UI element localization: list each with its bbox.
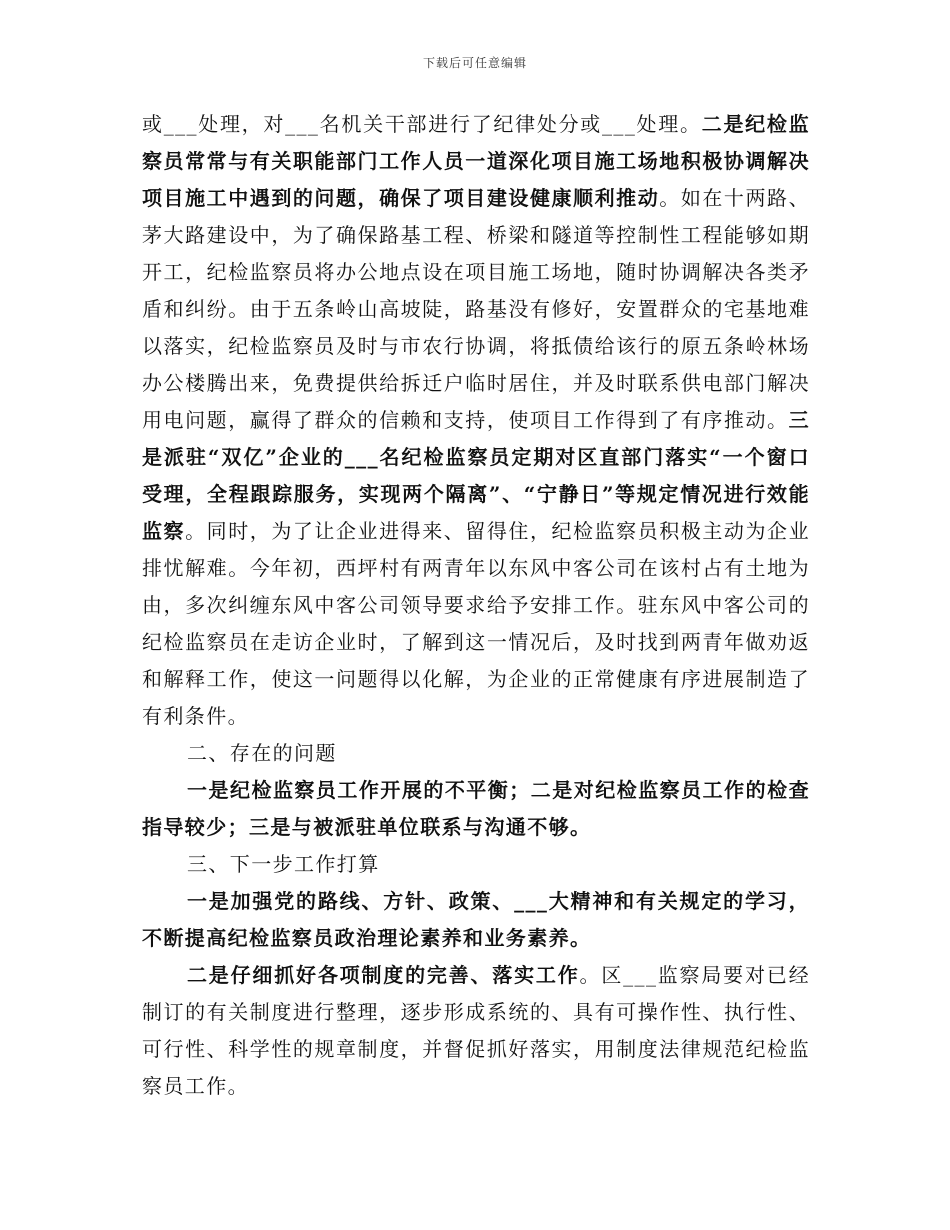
bold-segment: 一是纪检监察员工作开展的不平衡；二是对纪检监察员工作的检查指导较少；三是与被派驻单位联系与沟通不够。 (142, 778, 810, 839)
paragraph-1 (142, 106, 810, 735)
text-segment: 。同时，为了让企业进得来、留得住，纪检监察员积极主动为企业排忧解难。今年初，西坪村有两青年以东风中客公司在该村占有土地为由，多次纠缠东风中客公司领导要求给予安排工作。驻东风中客公司的纪检监察员在走访企业时，了解到这一情况后，及时找到两青年做劝返和解释工作，使这一问题得以化解，为企业的正常健康有序进展制造了有利条件。 (142, 519, 810, 728)
text-segment: 。如在十两路、茅大路建设中，为了确保路基工程、桥梁和隧道等控制性工程能够如期开工，纪检监察员将办公地点设在项目施工场地，随时协调解决各类矛盾和纠纷。由于五条岭山高坡陡，路基没有修好，安置群众的宅基地难以落实，纪检监察员及时与市农行协调，将抵债给该行的原五条岭林场办公楼腾出来，免费提供给拆迁户临时居住，并及时联系供电部门解决用电问题，赢得了群众的信赖和支持，使项目工作得到了有序推动。 (142, 186, 810, 432)
header-note: 下载后可任意编辑 (422, 56, 527, 70)
paragraph-problems (142, 772, 810, 846)
bold-segment: 二是纪检监察员常常与有关职能部门工作人员一道深化项目施工场地积极协调解决项目施工中遇到的问题，确保了项目建设健康顺利推动 (142, 112, 811, 210)
document-body (142, 106, 810, 1105)
bold-segment: 二是仔细抓好各项制度的完善、落实工作 (187, 963, 580, 987)
bold-segment: 三是派驻“双亿”企业的___名纪检监察员定期对区直部门落实“一个窗口受理，全程跟踪服务，实现两个隔离”、“宁静日”等规定情况进行效能监察 (142, 408, 810, 543)
paragraph-next-step-2 (142, 957, 810, 1105)
heading-text: 三、下一步工作打算 (187, 852, 380, 876)
section-heading-problems (142, 735, 810, 772)
paragraph-next-step-1 (142, 883, 810, 957)
heading-text: 二、存在的问题 (187, 741, 337, 765)
section-heading-next-steps (142, 846, 810, 883)
text-segment: 或___处理，对___名机关干部进行了纪律处分或___处理。 (142, 112, 702, 136)
text-segment: 。区___监察局要对已经制订的有关制度进行整理，逐步形成系统的、具有可操作性、执行性、可行性、科学性的规章制度，并督促抓好落实，用制度法律规范纪检监察员工作。 (142, 963, 810, 1098)
bold-segment: 一是加强党的路线、方针、政策、___大精神和有关规定的学习，不断提高纪检监察员政治理论素养和业务素养。 (142, 889, 810, 950)
